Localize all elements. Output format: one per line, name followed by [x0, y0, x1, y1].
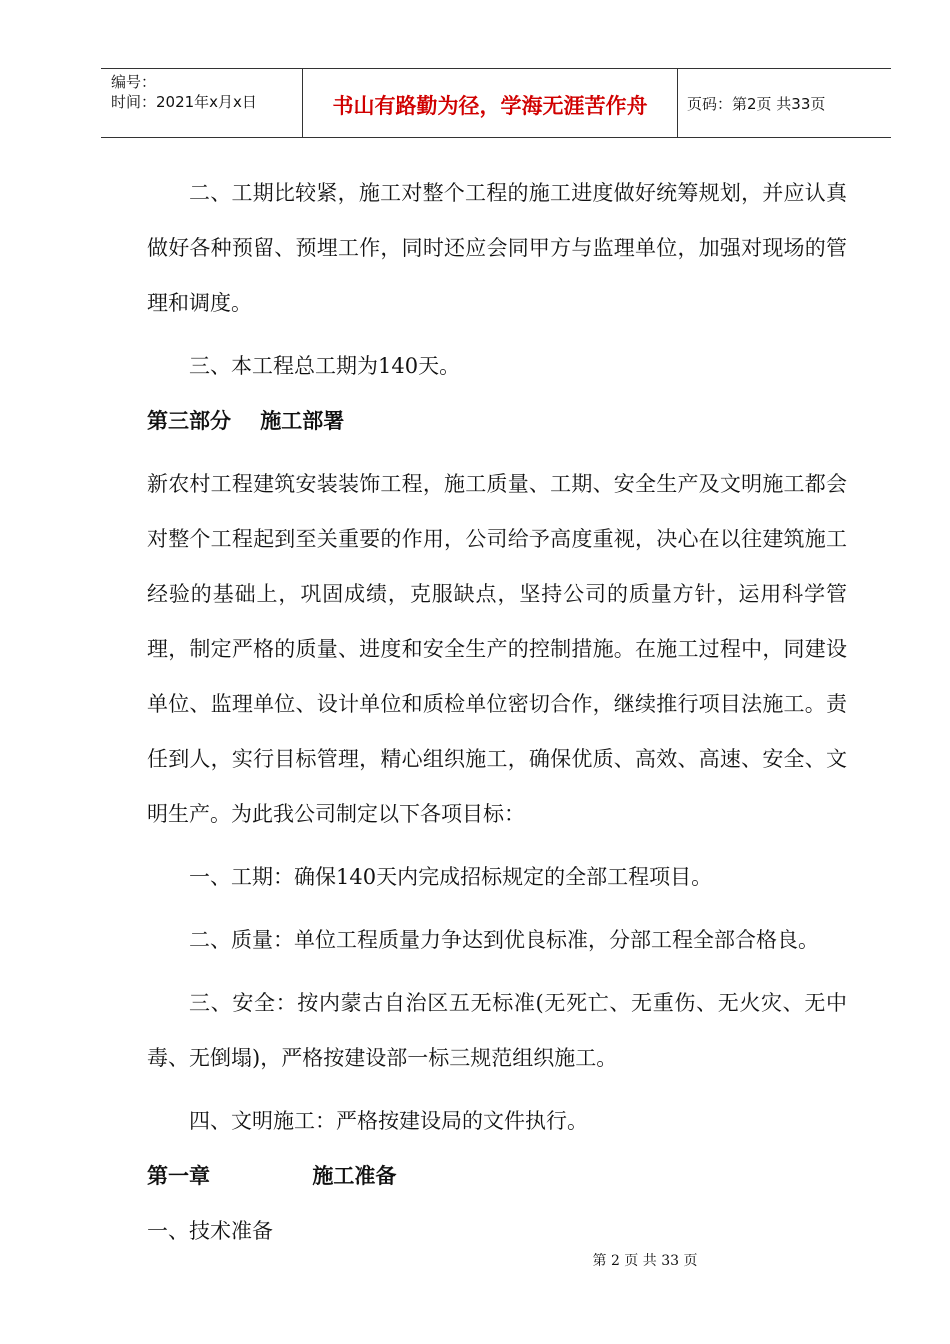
- paragraph: 三、本工程总工期为140天。: [189, 354, 461, 378]
- paragraph: 二、工期比较紧，施工对整个工程的施工进度做好统筹规划，并应认真做好各种预留、预埋工作，同时还应会同甲方与监理单位，加强对现场的管理和调度。: [147, 181, 847, 315]
- paragraph: 三、安全：按内蒙古自治区五无标准(无死亡、无重伤、无火灾、无中毒、无倒塌)，严格按建设部一标三规范组织施工。: [147, 991, 847, 1070]
- section-heading: 第三部分 施工部署: [147, 409, 345, 433]
- header-page-cell: [677, 69, 891, 137]
- page-header: [101, 68, 891, 138]
- header-page-number: 页码：第2页 共33页: [687, 95, 826, 113]
- paragraph: 二、质量：单位工程质量力争达到优良标准，分部工程全部合格良。: [189, 928, 819, 952]
- paragraph: 一、工期：确保140天内完成招标规定的全部工程项目。: [189, 865, 713, 889]
- document-time: 时间：2021年x月x日: [111, 93, 257, 111]
- paragraph: 四、文明施工：严格按建设局的文件执行。: [189, 1109, 588, 1133]
- chapter-heading: 第一章 施工准备: [147, 1164, 397, 1188]
- document-number: 编号：: [111, 73, 157, 91]
- header-motto: 书山有路勤为径，学海无涯苦作舟: [332, 94, 648, 118]
- page-footer: 第 2 页 共 33 页: [592, 1253, 698, 1269]
- paragraph: 新农村工程建筑安装装饰工程，施工质量、工期、安全生产及文明施工都会对整个工程起到至关重要的作用，公司给予高度重视，决心在以往建筑施工经验的基础上，巩固成绩，克服缺点，坚持公司的质量方针，运用科学管理，制定严格的质量、进度和安全生产的控制措施。在施工过程中，同建设单位、监理单位、设计单位和质检单位密切合作，继续推行项目法施工。责任到人，实行目标管理，精心组织施工，确保优质、高效、高速、安全、文明生产。为此我公司制定以下各项目标：: [147, 472, 847, 826]
- document-body: [147, 166, 847, 1259]
- header-info-cell: [101, 69, 301, 137]
- subsection-heading: 一、技术准备: [147, 1219, 273, 1243]
- header-motto-cell: [302, 69, 678, 137]
